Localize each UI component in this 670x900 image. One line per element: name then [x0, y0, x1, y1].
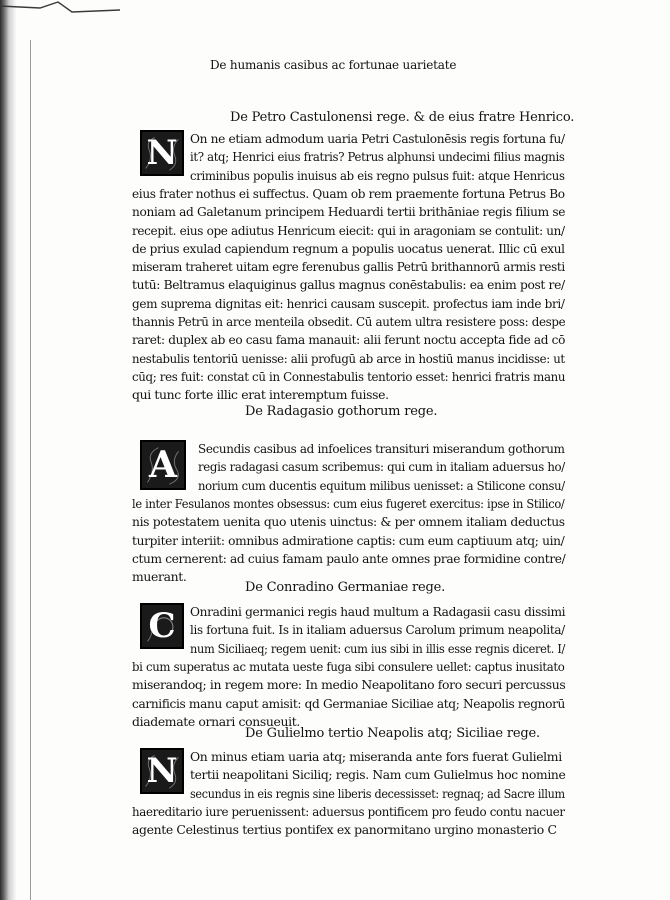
decorated-initial-n: [140, 130, 184, 176]
gutter-rule: [30, 40, 31, 900]
decorated-initial-a: [140, 440, 186, 490]
text-line: On ne etiam admodum uaria Petri Castulonēsis regis fortuna fu/: [190, 131, 565, 146]
initial-letter: C: [148, 606, 176, 646]
text-line: nis potestatem uenita quo utenis uinctus: & per omnem italiam deductus: [132, 514, 565, 530]
text-line: norium cum ducentis equitum milibus uenisset: a Stilicone consu/: [198, 477, 565, 493]
text-line: thannis Petrū in arce menteila obsedit. Cū autem ultra resistere poss: despe: [132, 314, 566, 329]
text-line: ctum cernerent: ad cuius famam paulo ante omnes prae formidine contre/: [132, 550, 566, 566]
page-corner-mark: [0, 0, 120, 40]
text-line: de prius exulad capiendum regnum a populis uocatus uenerat. Illic cū exul: [132, 240, 565, 256]
text-line: bi cum superatus ac mutata ueste fuga sibi consulere uellet: captus inusitato: [132, 658, 565, 674]
text-line: tutū: Beltramus elaquiginus gallus magnus conēstabulis: ea enim post re/: [132, 277, 565, 293]
text-line: raret: duplex ab eo casu fama manauit: alii ferunt noctu accepta fide ad cō: [132, 332, 566, 348]
decorated-initial-n: [140, 748, 184, 794]
text-line: it? atq; Henrici eius fratris? Petrus alphunsi undecimi filius magnis: [190, 149, 565, 165]
initial-letter: N: [146, 133, 178, 173]
text-line: recepit. eius ope adiutus Henricum eiecit: qui in aragoniam se contulit: un/: [132, 222, 565, 238]
section-heading-gulielmo: De Gulielmo tertio Neapolis atq; Siciliae rege.: [245, 726, 540, 741]
section-heading-petro: De Petro Castulonensi rege. & de eius fratre Henrico.: [230, 110, 575, 125]
text-line: haereditario iure peruenissent: aduersus pontificem pro feudo contu nacuer: [132, 803, 565, 819]
text-line: eius frater nothus ei suffectus. Quam ob rem praemente fortuna Petrus Bo: [132, 185, 565, 201]
text-line: Onradini germanici regis haud multum a Radagasii casu dissimi: [190, 604, 566, 619]
text-line: carnificis manu caput amisit: qd Germaniae Siciliae atq; Neapolis regnorū: [132, 695, 566, 711]
text-line: agente Celestinus tertius pontifex ex panormitano urgino monasterio C: [132, 822, 557, 838]
text-line: qui tunc forte illic erat interemptum fuisse.: [132, 387, 389, 403]
text-line: num Siciliaeq; regem uenit: cum ius sibi in illis esse regnis diceret. I/: [190, 640, 566, 656]
text-line: miserandoq; in regem more: In medio Neapolitano foro securi percussus: [132, 677, 566, 693]
text-line: gem suprema dignitas eit: henrici causam suscepit. profectus iam inde bri/: [132, 295, 565, 311]
text-line: le inter Fesulanos montes obsessus: cum eius fugeret exercitus: ipse in Stilico/: [132, 495, 565, 511]
text-line: On minus etiam uaria atq; miseranda ante fors fuerat Gulielmi: [190, 749, 562, 764]
page-gutter-shadow: [0, 0, 16, 900]
text-line: lis fortuna fuit. Is in italiam aduersus Carolum primum neapolita/: [190, 622, 565, 638]
text-line: noniam ad Galetanum principem Heduardi tertii brithāniae regis filium se: [132, 204, 566, 220]
text-line: tertii neapolitani Siciliq; regis. Nam cum Gulielmus hoc nomine: [190, 767, 566, 783]
initial-letter: A: [149, 444, 177, 486]
text-line: turpiter interiit: omnibus admiratione captis: cum eum captiuum atq; uin/: [132, 532, 565, 548]
initial-letter: N: [146, 751, 178, 791]
text-line: Secundis casibus ad infoelices transituri miserandum gothorum: [198, 441, 565, 456]
section-heading-conradino: De Conradino Germaniae rege.: [245, 580, 446, 595]
decorated-initial-c: [140, 603, 184, 649]
text-line: criminibus populis inuisus ab eis regno pulsus fuit: atque Henricus: [190, 167, 565, 183]
text-line: regis radagasi casum scribemus: qui cum in italiam aduersus ho/: [198, 459, 565, 475]
text-line: muerant.: [132, 569, 187, 585]
running-header: De humanis casibus ac fortunae uarietate: [210, 58, 457, 72]
text-line: cūq; res fuit: constat cū in Connestabulis tentorio esset: henrici fratris manu: [132, 368, 566, 384]
text-line: diademate ornari consueuit.: [132, 713, 300, 729]
text-line: miseram traheret uitam egre ferenubus gallis Petrū brithannorū armis resti: [132, 259, 565, 275]
text-line: nestabulis tentoriū uenisse: alii profugū ab arce in hostiū manus incidisse: ut: [132, 350, 565, 366]
section-heading-radagasio: De Radagasio gothorum rege.: [245, 404, 438, 419]
text-line: secundus in eis regnis sine liberis decessisset: regnaq; ad Sacre illum: [190, 785, 565, 801]
